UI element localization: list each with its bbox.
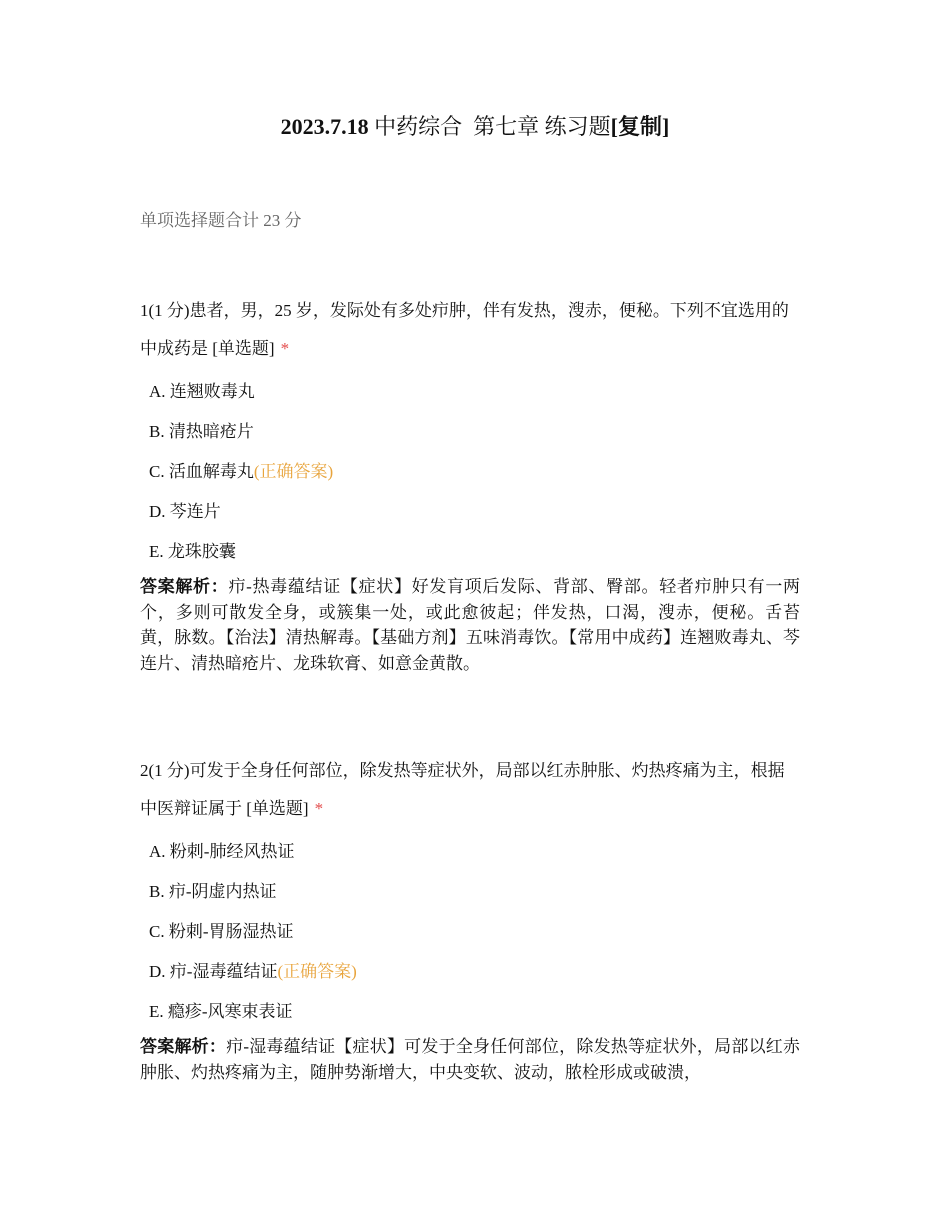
option-d[interactable] (140, 492, 800, 532)
analysis-label: 答案解析： (140, 1037, 227, 1056)
answer-analysis (140, 1034, 800, 1085)
options-list (140, 372, 800, 572)
question-1 (140, 292, 800, 676)
option-e[interactable] (140, 532, 800, 572)
analysis-label: 答案解析： (140, 577, 229, 596)
question-text: 1(1 分)患者，男，25 岁，发际处有多处疖肿，伴有发热，溲赤，便秘。下列不宜选用的中成药是 (140, 301, 789, 358)
option-text: A. 粉刺-肺经风热证 (149, 842, 295, 861)
required-mark: * (280, 339, 290, 358)
option-c[interactable] (140, 452, 800, 492)
required-mark: * (314, 799, 324, 818)
section-header: 单项选择题合计 23 分 (140, 211, 302, 230)
option-b[interactable] (140, 872, 800, 912)
option-text: D. 疖-湿毒蕴结证 (149, 962, 278, 981)
option-text: E. 瘾疹-风寒束表证 (149, 1002, 293, 1021)
option-e[interactable] (140, 992, 800, 1032)
option-a[interactable] (140, 372, 800, 412)
document-title (0, 112, 950, 142)
analysis-text: 疖-湿毒蕴结证【症状】可发于全身任何部位，除发热等症状外，局部以红赤肿胀、灼热疼痛为主，随肿势渐增大，中央变软、波动，脓栓形成或破溃， (140, 1037, 801, 1082)
question-stem (140, 752, 800, 828)
option-text: D. 芩连片 (149, 502, 221, 521)
title-suffix: [复制] (610, 114, 670, 139)
options-list (140, 832, 800, 1032)
answer-analysis (140, 574, 800, 676)
option-text: A. 连翘败毒丸 (149, 382, 255, 401)
option-text: C. 粉刺-胃肠湿热证 (149, 922, 294, 941)
question-2 (140, 752, 800, 1085)
question-type: [单选题] (212, 339, 275, 358)
option-a[interactable] (140, 832, 800, 872)
option-text: B. 疖-阴虚内热证 (149, 882, 277, 901)
option-text: E. 龙珠胶囊 (149, 542, 236, 561)
correct-answer-label: (正确答案) (277, 962, 357, 981)
option-text: C. 活血解毒丸 (149, 462, 254, 481)
title-date: 2023.7.18 (280, 114, 369, 139)
option-d[interactable] (140, 952, 800, 992)
option-text: B. 清热暗疮片 (149, 422, 254, 441)
question-text: 2(1 分)可发于全身任何部位，除发热等症状外，局部以红赤肿胀、灼热疼痛为主，根据中医辩证属于 (140, 761, 785, 818)
title-main: 中药综合 第七章 练习题 (374, 114, 611, 139)
option-c[interactable] (140, 912, 800, 952)
option-b[interactable] (140, 412, 800, 452)
correct-answer-label: (正确答案) (253, 462, 334, 481)
question-stem (140, 292, 800, 368)
analysis-text: 疖-热毒蕴结证【症状】好发肓项后发际、背部、臀部。轻者疖肿只有一两个，多则可散发全身，或簇集一处，或此愈彼起；伴发热，口渴，溲赤，便秘。舌苔黄，脉数。【治法】清热解毒。【基础方剂】五味消毒饮。【常用中成药】连翘败毒丸、芩连片、清热暗疮片、龙珠软膏、如意金黄散。 (140, 577, 801, 673)
question-type: [单选题] (246, 799, 309, 818)
